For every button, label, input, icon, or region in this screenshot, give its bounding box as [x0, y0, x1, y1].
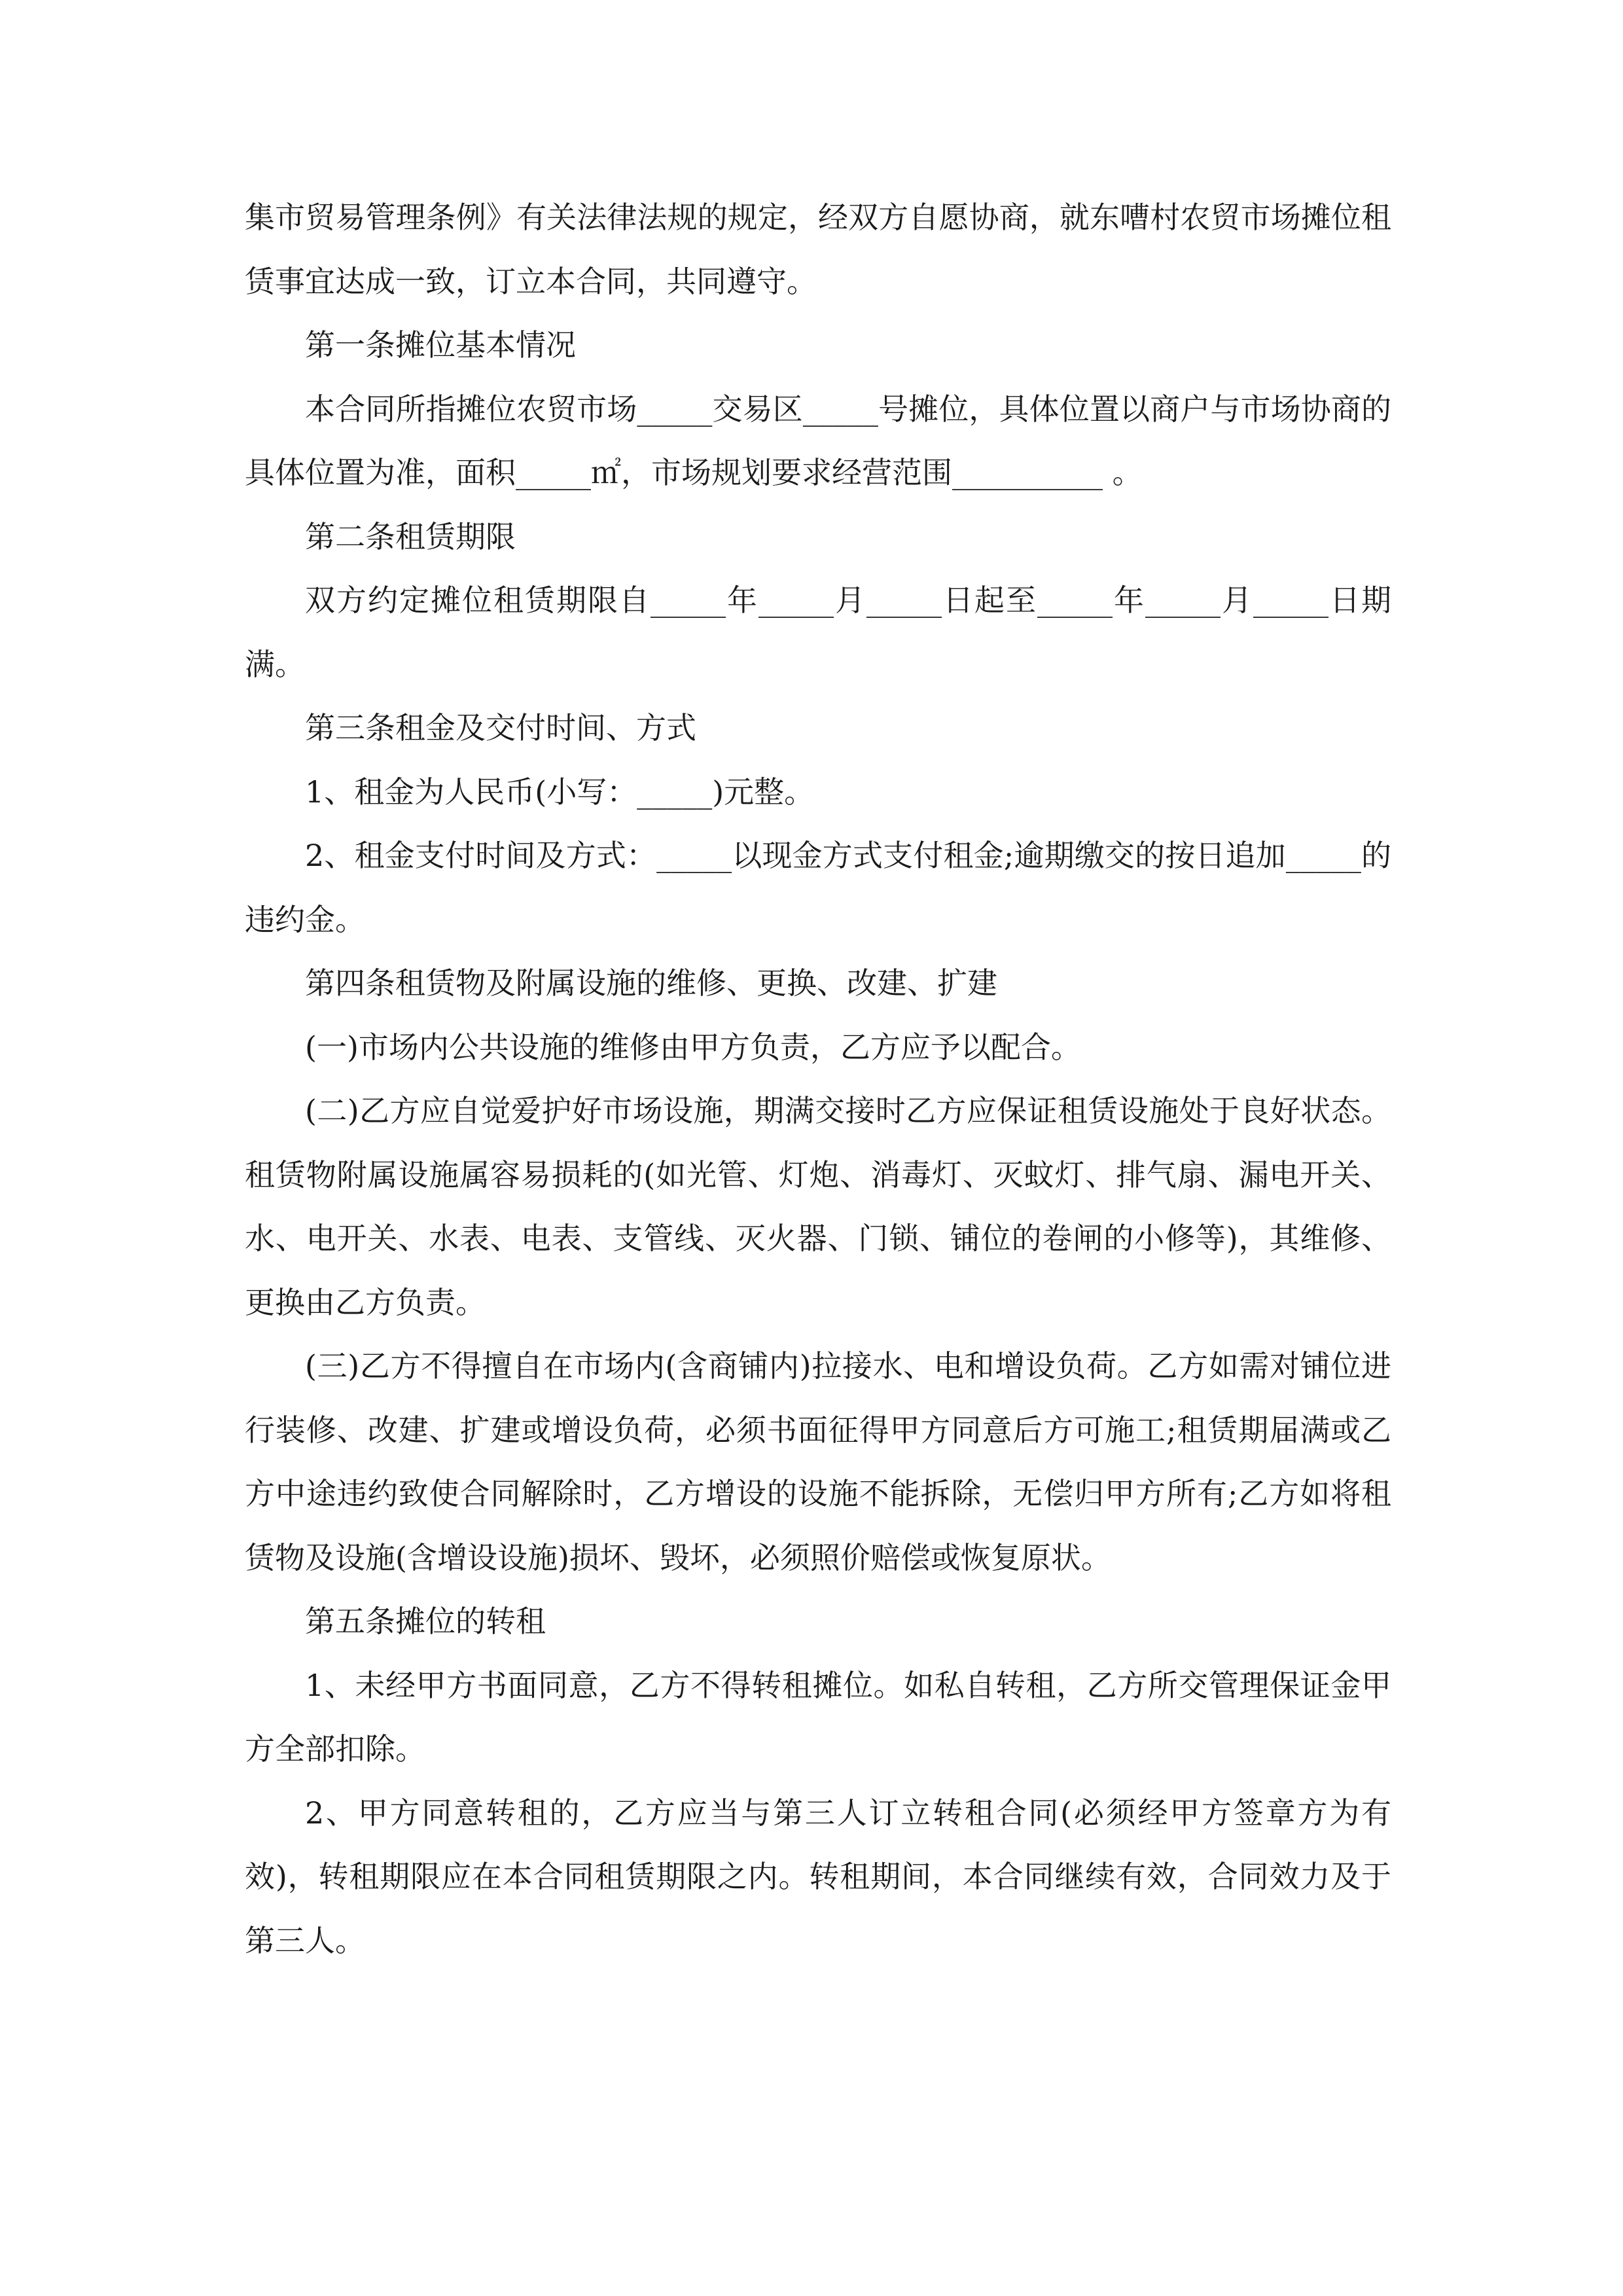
article-2-heading: 第二条租赁期限 [305, 518, 516, 554]
article-4-item-2: (二)乙方应自觉爱护好市场设施，期满交接时乙方应保证租赁设施处于良好状态。租赁物附属设施属容易损耗的(如光管、灯炮、消毒灯、灭蚊灯、排气扇、漏电开关、水、电开关、水表、电表、支管线、灭火器、门锁、铺位的卷闸的小修等)，其维修、更换由乙方负责。 [245, 1093, 1391, 1320]
article-4-item-3: (三)乙方不得擅自在市场内(含商铺内)拉接水、电和增设负荷。乙方如需对铺位进行装修、改建、扩建或增设负荷，必须书面征得甲方同意后方可施工;租赁期届满或乙方中途违约致使合同解除时，乙方增设的设施不能拆除，无偿归甲方所有;乙方如将租赁物及设施(含增设设施)损坏、毁坏，必须照价赔偿或恢复原状。 [245, 1348, 1391, 1575]
article-5-item-2: 2、甲方同意转租的，乙方应当与第三人订立转租合同(必须经甲方签章方为有效)，转租期限应在本合同租赁期限之内。转租期间，本合同继续有效，合同效力及于第三人。 [245, 1795, 1391, 1958]
document-page [245, 186, 1391, 1973]
paragraph-preamble-continued: 集市贸易管理条例》有关法律法规的规定，经双方自愿协商，就东嘈村农贸市场摊位租赁事宜达成一致，订立本合同，共同遵守。 [245, 200, 1391, 299]
article-2-body: 双方约定摊位租赁期限自_____年_____月_____日起至_____年_____月_____日期满。 [245, 583, 1391, 682]
article-5-heading: 第五条摊位的转租 [305, 1604, 546, 1639]
article-3-heading: 第三条租金及交付时间、方式 [305, 710, 696, 745]
article-1-heading: 第一条摊位基本情况 [305, 327, 576, 363]
article-4-item-1: (一)市场内公共设施的维修由甲方负责，乙方应予以配合。 [305, 1029, 1081, 1065]
article-1-body: 本合同所指摊位农贸市场_____交易区_____号摊位，具体位置以商户与市场协商的具体位置为准，面积_____㎡，市场规划要求经营范围__________ 。 [245, 391, 1391, 490]
article-4-heading: 第四条租赁物及附属设施的维修、更换、改建、扩建 [305, 965, 997, 1001]
article-5-item-1: 1、未经甲方书面同意，乙方不得转租摊位。如私自转租，乙方所交管理保证金甲方全部扣除。 [245, 1667, 1391, 1767]
article-3-item-2: 2、租金支付时间及方式：_____以现金方式支付租金;逾期缴交的按日追加_____的违约金。 [245, 838, 1391, 937]
article-3-item-1: 1、租金为人民币(小写：_____)元整。 [305, 774, 815, 810]
